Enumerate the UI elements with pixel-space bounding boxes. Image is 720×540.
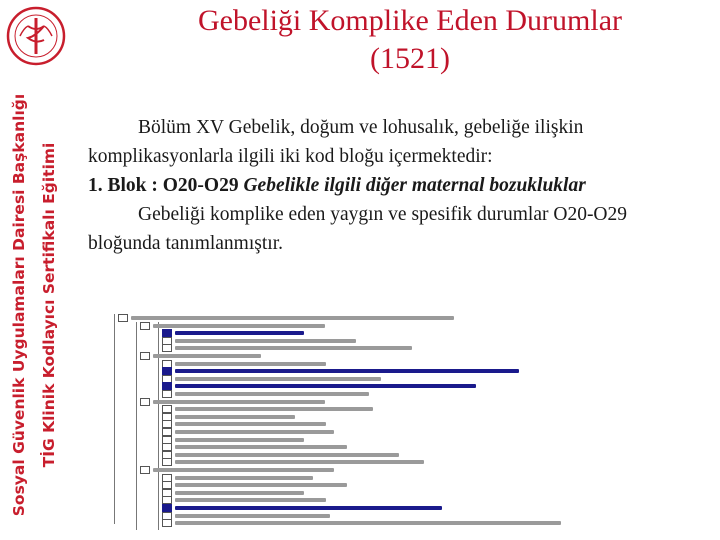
tree-node-icon <box>162 519 172 527</box>
icd-code-tree-image <box>108 310 608 530</box>
tree-node-label <box>153 468 334 472</box>
paragraph-3: Gebeliği komplike eden yaygın ve spesifik durumlar O20-O29 bloğunda tanımlanmıştır. <box>88 204 628 254</box>
tree-node-label <box>153 324 325 328</box>
tree-node-label <box>175 422 326 426</box>
block-title: Gebelikle ilgili diğer maternal bozukluklar <box>243 175 586 196</box>
tree-node-label <box>175 514 330 518</box>
sidebar-line-1: Sosyal Güvenlik Uygulamaları Dairesi Başkanlığı <box>10 93 28 517</box>
body-text <box>88 113 704 258</box>
tree-node-label <box>153 354 261 358</box>
sidebar-vertical-text <box>4 70 70 540</box>
tree-node-label <box>175 392 369 396</box>
tree-node-label <box>175 521 561 525</box>
tree-node-label <box>175 438 304 442</box>
tree-node-icon <box>140 398 150 406</box>
tree-node-label <box>175 506 442 510</box>
tree-node-label <box>175 346 412 350</box>
title-line-2: (1521) <box>370 42 450 75</box>
tree-node-icon <box>140 322 150 330</box>
paragraph-2 <box>88 171 704 200</box>
page-title <box>110 2 710 78</box>
tree-node-label <box>175 331 304 335</box>
tree-node-label <box>175 476 313 480</box>
block-label: 1. Blok : O20-O29 <box>88 175 244 196</box>
tree-node-label <box>175 415 295 419</box>
tree-node-icon <box>118 314 128 322</box>
tree-node-label <box>175 362 326 366</box>
tree-row <box>162 519 561 527</box>
tree-node-label <box>175 384 476 388</box>
tree-node-label <box>175 339 356 343</box>
paragraph-1: Bölüm XV Gebelik, doğum ve lohusalık, gebeliğe ilişkin komplikasyonlarla ilgili iki kod bloğu içermektedir: <box>88 117 584 167</box>
tree-node-label <box>131 316 454 320</box>
tree-node-label <box>175 460 424 464</box>
tree-node-label <box>175 377 381 381</box>
tree-node-label <box>175 430 334 434</box>
tree-guide-line <box>136 322 137 530</box>
tree-node-icon <box>140 466 150 474</box>
tree-node-label <box>175 369 519 373</box>
tree-guide-line <box>114 314 115 524</box>
sidebar <box>0 0 78 540</box>
sidebar-line-2: TİG Klinik Kodlayıcı Sertifikalı Eğitimi <box>40 142 58 468</box>
tree-node-label <box>153 400 325 404</box>
tree-node-label <box>175 483 347 487</box>
tree-node-label <box>175 498 326 502</box>
tree-node-label <box>175 453 399 457</box>
tree-node-label <box>175 445 347 449</box>
tree-node-label <box>175 407 373 411</box>
ministry-of-health-emblem-icon <box>6 6 66 66</box>
title-line-1: Gebeliği Komplike Eden Durumlar <box>197 4 623 37</box>
tree-node-icon <box>140 352 150 360</box>
tree-node-label <box>175 491 304 495</box>
